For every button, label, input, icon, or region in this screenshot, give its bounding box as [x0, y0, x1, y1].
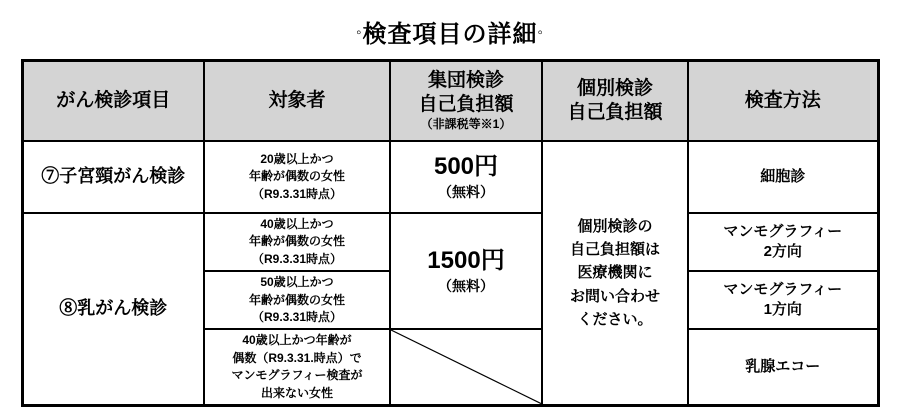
- cell-group-fee-breast: [390, 213, 542, 329]
- table-header: [22, 61, 878, 142]
- title-deco-right: ◦: [537, 24, 544, 42]
- group-fee-note: （無料）: [438, 278, 494, 295]
- target-line-2: 年齢が偶数の女性: [248, 234, 345, 249]
- diagonal-strike-icon: [391, 330, 541, 404]
- page-title: [0, 0, 900, 59]
- exam-detail-table: [21, 59, 880, 407]
- cell-individual-fee-note: [542, 141, 688, 405]
- method-line-2: 1方向: [763, 301, 802, 319]
- cell-item-breast: ⑧乳がん検診: [22, 213, 204, 405]
- method-line-1: マンモグラフィー: [723, 281, 843, 298]
- target-line-1: 50歳以上かつ: [260, 275, 334, 290]
- target-line-1: 40歳以上かつ: [260, 217, 334, 231]
- cell-target-cervical: [204, 141, 390, 213]
- target-line-3: マンモグラフィー検査が: [231, 368, 363, 383]
- target-line-2: 偶数（R9.3.31.時点）で: [232, 350, 362, 365]
- column-header-group-fee-line2: 自己負担額: [418, 94, 514, 116]
- column-header-group-fee-line1: 集団検診: [427, 70, 504, 92]
- column-header-item: がん検診項目: [22, 61, 204, 142]
- group-fee-amount: 500円: [433, 153, 499, 181]
- method-line-2: 2方向: [763, 243, 802, 261]
- individual-line-3: 医療機関に: [577, 264, 653, 282]
- individual-line-4: お問い合わせ: [569, 287, 660, 305]
- target-line-1: 40歳以上かつ年齢が: [242, 333, 352, 348]
- column-header-target: 対象者: [204, 61, 390, 142]
- target-line-1: 20歳以上かつ: [260, 151, 334, 166]
- cell-group-fee-not-applicable: [390, 329, 542, 405]
- cell-target-breast-50: [204, 271, 390, 329]
- column-header-group-fee: [390, 61, 542, 142]
- individual-line-1: 個別検診の: [577, 217, 653, 235]
- individual-line-5: ください。: [577, 310, 653, 328]
- target-line-2: 年齢が偶数の女性: [248, 169, 345, 184]
- column-header-method: 検査方法: [688, 61, 878, 142]
- column-header-individual-fee-line2: 自己負担額: [567, 102, 663, 123]
- group-fee-note: （無料）: [438, 184, 494, 200]
- method-line-1: マンモグラフィー: [723, 222, 843, 240]
- cell-group-fee-cervical: [390, 141, 542, 213]
- table-body: [22, 141, 878, 405]
- column-header-group-fee-note: （非課税等※1）: [420, 116, 512, 131]
- cell-method-mammo-2: [688, 213, 878, 271]
- table-row: [22, 213, 878, 271]
- group-fee-amount: 1500円: [427, 247, 505, 275]
- cell-method-mammo-1: [688, 271, 878, 329]
- cell-method-breast-echo: 乳腺エコー: [688, 329, 878, 405]
- cell-target-breast-40: [204, 213, 390, 271]
- title-text: 検査項目の詳細: [362, 21, 538, 48]
- target-line-3: （R9.3.31時点）: [251, 186, 343, 201]
- individual-line-2: 自己負担額は: [569, 241, 660, 259]
- target-line-2: 年齢が偶数の女性: [248, 292, 345, 307]
- table-row: [22, 141, 878, 213]
- table-header-row: [22, 61, 878, 142]
- cell-method-cytology: 細胞診: [688, 141, 878, 213]
- target-line-4: 出来ない女性: [260, 385, 333, 400]
- cell-item-cervical: ⑦子宮頸がん検診: [22, 141, 204, 213]
- title-deco-left: ◦: [356, 24, 363, 42]
- column-header-individual-fee: [542, 61, 688, 142]
- target-line-3: （R9.3.31時点）: [251, 309, 343, 324]
- column-header-individual-fee-line1: 個別検診: [576, 78, 653, 100]
- target-line-3: （R9.3.31時点）: [251, 251, 343, 266]
- cell-target-breast-echo: [204, 329, 390, 405]
